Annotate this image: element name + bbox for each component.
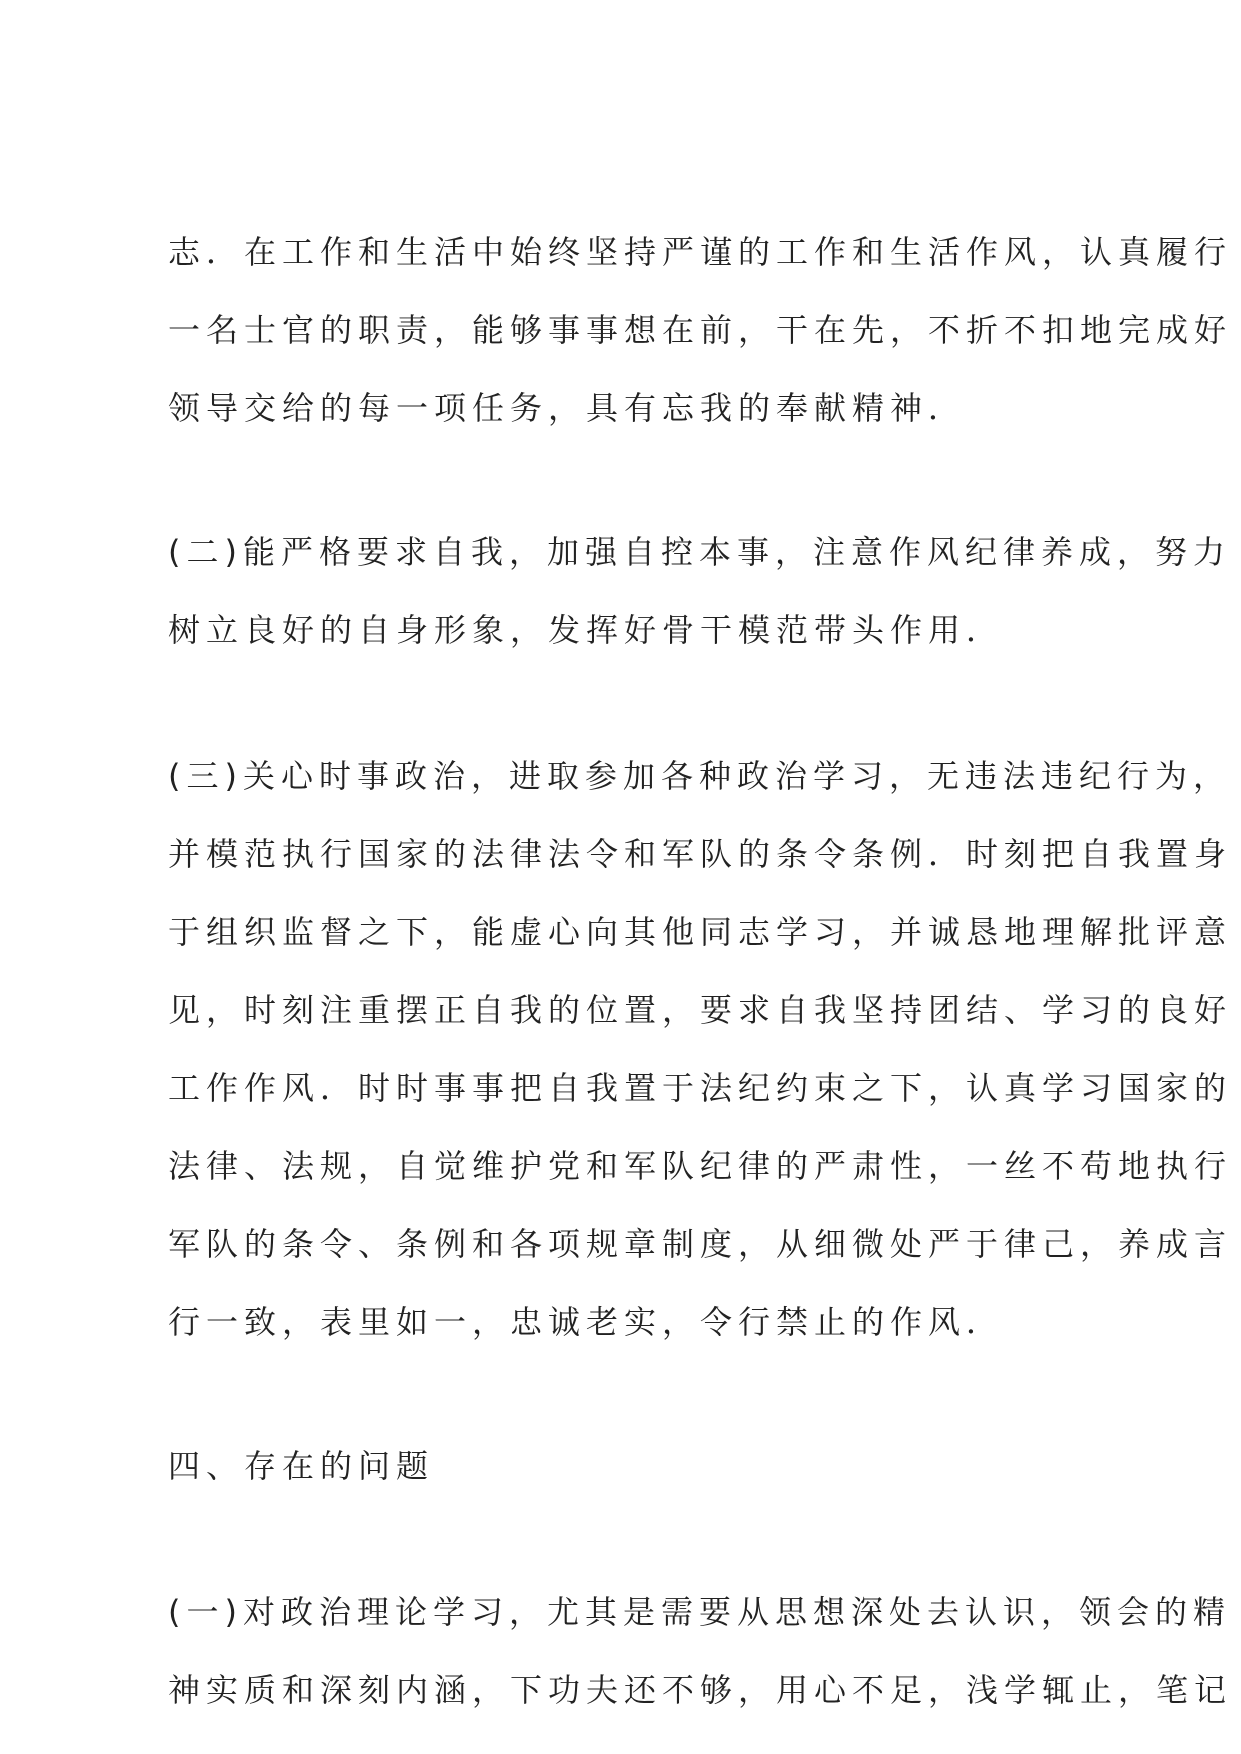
text-line: 工作作风．时时事事把自我置于法纪约束之下，认真学习国家的 [168,1069,1233,1107]
text-line: 并模范执行国家的法律法令和军队的条令条例．时刻把自我置身 [168,835,1233,873]
text-line: (三)关心时事政治，进取参加各种政治学习，无违法违纪行为， [168,757,1231,795]
text-line: 于组织监督之下，能虚心向其他同志学习，并诚恳地理解批评意 [168,913,1233,951]
text-line: 见，时刻注重摆正自我的位置，要求自我坚持团结、学习的良好 [168,991,1233,1029]
text-line: 一名士官的职责，能够事事想在前，干在先，不折不扣地完成好 [168,311,1233,349]
text-line: 志．在工作和生活中始终坚持严谨的工作和生活作风，认真履行 [168,233,1233,271]
text-line: (二)能严格要求自我，加强自控本事，注意作风纪律养成，努力 [168,533,1231,571]
section-heading: 四、存在的问题 [168,1447,435,1485]
text-line: 领导交给的每一项任务，具有忘我的奉献精神． [168,389,967,427]
text-line: 法律、法规，自觉维护党和军队纪律的严肃性，一丝不苟地执行 [168,1147,1233,1185]
text-line: 神实质和深刻内涵，下功夫还不够，用心不足，浅学辄止，笔记 [168,1671,1233,1709]
text-line: (一)对政治理论学习，尤其是需要从思想深处去认识，领会的精 [168,1593,1231,1631]
text-line: 树立良好的自身形象，发挥好骨干模范带头作用． [168,611,1005,649]
text-line: 行一致，表里如一，忠诚老实，令行禁止的作风． [168,1303,1005,1341]
text-line: 军队的条令、条例和各项规章制度，从细微处严于律己，养成言 [168,1225,1233,1263]
